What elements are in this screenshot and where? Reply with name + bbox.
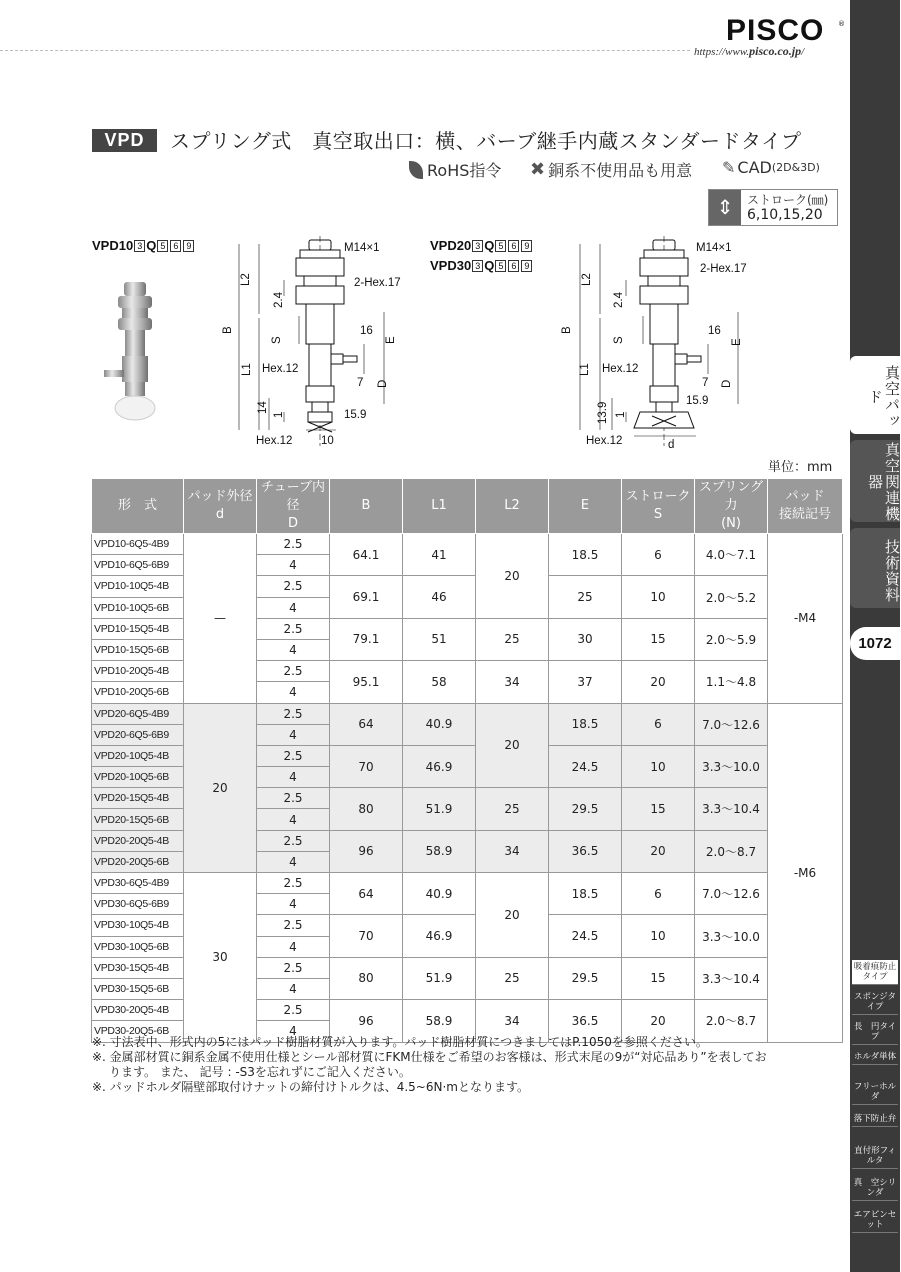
spring-cell: 3.3～10.4 — [695, 788, 768, 830]
dim-7: 7 — [357, 377, 364, 389]
model-cell: VPD30-6Q5-6B9 — [92, 894, 184, 915]
l2-cell: 20 — [476, 703, 549, 788]
stroke-cell: 15 — [622, 618, 695, 660]
stroke-label: ストローク(㎜) — [747, 193, 829, 207]
spring-cell: 3.3～10.4 — [695, 957, 768, 999]
e-cell: 18.5 — [549, 703, 622, 745]
mini-tab-filter[interactable]: 直付形フィルタ — [852, 1144, 898, 1169]
mini-tab-holder[interactable]: ホルダ単体 — [852, 1050, 898, 1065]
stroke-cell: 15 — [622, 957, 695, 999]
dim-hex17: 2-Hex.17 — [700, 263, 747, 275]
unit-label: 単位：mm — [768, 460, 833, 475]
leaf-icon — [409, 161, 423, 179]
dimension-drawing-vpd10 — [214, 236, 401, 452]
dimension-drawing-vpd20-30 — [556, 236, 747, 452]
tube-cell: 4 — [257, 936, 330, 957]
dim-d-pad: d — [668, 439, 675, 451]
mini-tab-anti-mark[interactable]: 吸着痕防止タイプ — [852, 960, 898, 985]
stroke-values: 6,10,15,20 — [747, 207, 823, 223]
e-cell: 24.5 — [549, 915, 622, 957]
model-cell: VPD30-20Q5-6B — [92, 1021, 184, 1042]
dim-s: S — [271, 336, 283, 344]
dim-e: E — [731, 338, 743, 346]
note-2-cont: ります。 また、 記号 : -S3を忘れずにご記入ください。 — [109, 1065, 411, 1079]
model-cell: VPD30-10Q5-6B — [92, 936, 184, 957]
tube-cell: 2.5 — [257, 957, 330, 978]
stroke-cell: 10 — [622, 745, 695, 787]
model-cell: VPD20-20Q5-4B — [92, 830, 184, 851]
tube-cell: 2.5 — [257, 703, 330, 724]
pad-dia-cell: 30 — [184, 873, 257, 1043]
l1-cell: 58.9 — [403, 830, 476, 872]
dim-l2: L2 — [581, 273, 593, 286]
dim-15-9: 15.9 — [344, 409, 367, 421]
dim-hex12-upper: Hex.12 — [262, 363, 299, 375]
e-cell: 30 — [549, 618, 622, 660]
note-3: ※. パッドホルダ隔壁部取付けナットの締付けトルクは、4.5~6N·mとなります。 — [92, 1080, 530, 1094]
l2-cell: 25 — [476, 788, 549, 830]
dim-m14: M14×1 — [344, 242, 380, 254]
spring-cell: 2.0～5.9 — [695, 618, 768, 660]
dim-1: 1 — [273, 411, 285, 418]
pad-dia-cell: 20 — [184, 703, 257, 873]
model-cell: VPD30-6Q5-4B9 — [92, 873, 184, 894]
stroke-cell: 20 — [622, 661, 695, 703]
dim-l2: L2 — [240, 273, 252, 286]
tube-cell: 4 — [257, 894, 330, 915]
model-cell: VPD10-10Q5-4B — [92, 576, 184, 597]
model-cell: VPD20-6Q5-4B9 — [92, 703, 184, 724]
tube-cell: 4 — [257, 851, 330, 872]
l1-cell: 51.9 — [403, 788, 476, 830]
mini-tab-oval[interactable]: 長 円タイプ — [852, 1020, 898, 1045]
model-cell: VPD20-10Q5-4B — [92, 745, 184, 766]
e-cell: 36.5 — [549, 830, 622, 872]
th-l2: L2 — [476, 479, 549, 534]
product-photo — [92, 270, 172, 430]
table-row — [92, 873, 843, 894]
page-title: スプリング式 真空取出口：横、バーブ継手内蔵スタンダードタイプ — [170, 129, 802, 153]
b-cell: 64 — [330, 873, 403, 915]
copper-free-mark: ✖ 銅系不使用品も用意 — [530, 159, 693, 180]
spec-table — [91, 478, 843, 1043]
model-code-vpd10: VPD10 3 Q 5 6 9 — [92, 238, 195, 253]
e-cell: 37 — [549, 661, 622, 703]
dim-10: 10 — [321, 435, 334, 447]
th-stroke: ストローク S — [622, 479, 695, 534]
l1-cell: 58 — [403, 661, 476, 703]
b-cell: 80 — [330, 788, 403, 830]
e-cell: 18.5 — [549, 873, 622, 915]
side-tab-vacuum-equipment[interactable]: 真空関連機器 — [850, 440, 900, 522]
model-cell: VPD10-15Q5-6B — [92, 639, 184, 660]
tube-cell: 2.5 — [257, 788, 330, 809]
e-cell: 18.5 — [549, 534, 622, 576]
brand-logo: PISCO — [726, 14, 825, 47]
tube-cell: 4 — [257, 724, 330, 745]
dim-7: 7 — [702, 377, 709, 389]
th-conn: パッド 接続記号 — [768, 479, 843, 534]
b-cell: 64.1 — [330, 534, 403, 576]
tube-cell: 2.5 — [257, 915, 330, 936]
th-l1: L1 — [403, 479, 476, 534]
dim-16: 16 — [360, 325, 373, 337]
note-2: ※. 金属部材質に銅系金属不使用仕様とシール部材質にFKM仕様をご希望のお客様は、形式末尾の9が“対応品あり”を表してお — [92, 1050, 767, 1064]
dim-l1: L1 — [579, 363, 591, 376]
tube-cell: 2.5 — [257, 830, 330, 851]
spring-cell: 2.0～8.7 — [695, 1000, 768, 1042]
model-cell: VPD10-20Q5-4B — [92, 661, 184, 682]
tube-cell: 2.5 — [257, 661, 330, 682]
model-cell: VPD30-15Q5-4B — [92, 957, 184, 978]
th-model: 形 式 — [92, 479, 184, 534]
th-spring: スプリング力 (N) — [695, 479, 768, 534]
stroke-info-box — [708, 189, 838, 226]
l1-cell: 51 — [403, 618, 476, 660]
l2-cell: 34 — [476, 830, 549, 872]
spring-cell: 1.1～4.8 — [695, 661, 768, 703]
model-cell: VPD10-10Q5-6B — [92, 597, 184, 618]
mini-tab-free-holder[interactable]: フリーホルダ — [852, 1080, 898, 1105]
dim-d-tube: D — [721, 379, 733, 388]
table-row — [92, 703, 843, 724]
tube-cell: 2.5 — [257, 576, 330, 597]
b-cell: 64 — [330, 703, 403, 745]
up-down-arrow-icon: ⇕ — [709, 190, 741, 225]
dim-hex17: 2-Hex.17 — [354, 277, 401, 289]
dim-b: B — [561, 326, 573, 334]
l1-cell: 58.9 — [403, 1000, 476, 1042]
x-mark-icon: ✖ — [530, 159, 546, 180]
model-cell: VPD20-15Q5-6B — [92, 809, 184, 830]
footnotes — [92, 1035, 844, 1095]
dim-hex12-upper: Hex.12 — [602, 363, 639, 375]
series-badge: VPD — [92, 129, 157, 152]
l1-cell: 41 — [403, 534, 476, 576]
spring-cell: 4.0～7.1 — [695, 534, 768, 576]
side-tab-vacuum-pad[interactable]: 真空パッド — [850, 356, 900, 434]
stroke-cell: 6 — [622, 873, 695, 915]
tube-cell: 4 — [257, 597, 330, 618]
mini-tab-vacuum-cylinder[interactable]: 真 空シリンダ — [852, 1176, 898, 1201]
dim-2-4: 2.4 — [273, 292, 285, 308]
b-cell: 96 — [330, 830, 403, 872]
dim-14: 14 — [257, 401, 269, 414]
side-tab-technical-data[interactable]: 技術資料 — [850, 528, 900, 608]
tube-cell: 2.5 — [257, 745, 330, 766]
tube-cell: 2.5 — [257, 618, 330, 639]
mini-tab-sponge[interactable]: スポンジタイプ — [852, 990, 898, 1015]
th-e: E — [549, 479, 622, 534]
th-pad-dia: パッド外径 d — [184, 479, 257, 534]
model-cell: VPD10-6Q5-4B9 — [92, 534, 184, 555]
l2-cell: 25 — [476, 957, 549, 999]
model-cell: VPD10-6Q5-6B9 — [92, 555, 184, 576]
model-cell: VPD20-6Q5-6B9 — [92, 724, 184, 745]
tube-cell: 4 — [257, 682, 330, 703]
spring-cell: 2.0～5.2 — [695, 576, 768, 618]
model-code-vpd30: VPD30 3 Q 5 6 9 — [430, 258, 533, 273]
b-cell: 79.1 — [330, 618, 403, 660]
header-divider — [0, 50, 690, 51]
e-cell: 24.5 — [549, 745, 622, 787]
dim-b: B — [222, 326, 234, 334]
stroke-cell: 15 — [622, 788, 695, 830]
registered-mark: ® — [838, 20, 845, 28]
e-cell: 25 — [549, 576, 622, 618]
b-cell: 69.1 — [330, 576, 403, 618]
dim-1: 1 — [615, 411, 627, 418]
spring-cell: 3.3～10.0 — [695, 915, 768, 957]
th-tube-dia: チューブ内径 D — [257, 479, 330, 534]
e-cell: 36.5 — [549, 1000, 622, 1042]
l1-cell: 51.9 — [403, 957, 476, 999]
tube-cell: 4 — [257, 639, 330, 660]
cad-mark[interactable]: ✎ CAD (2D&3D) — [722, 158, 820, 177]
stroke-cell: 6 — [622, 534, 695, 576]
table-header — [92, 479, 843, 534]
l2-cell: 25 — [476, 618, 549, 660]
tube-cell: 4 — [257, 978, 330, 999]
tube-cell: 2.5 — [257, 534, 330, 555]
model-cell: VPD10-15Q5-4B — [92, 618, 184, 639]
stroke-cell: 10 — [622, 915, 695, 957]
model-cell: VPD30-20Q5-4B — [92, 1000, 184, 1021]
pad-dia-cell: — — [184, 534, 257, 704]
dim-13-9: 13.9 — [597, 401, 609, 424]
mini-tab-air-tweezers[interactable]: エアピンセット — [852, 1208, 898, 1233]
website-url[interactable]: https://www.pisco.co.jp/ — [694, 44, 805, 58]
dim-d-tube: D — [377, 379, 389, 388]
l1-cell: 40.9 — [403, 873, 476, 915]
l2-cell: 34 — [476, 661, 549, 703]
model-cell: VPD30-15Q5-6B — [92, 978, 184, 999]
dim-hex12-lower: Hex.12 — [256, 435, 293, 447]
mini-tab-drop-prevention[interactable]: 落下防止弁 — [852, 1112, 898, 1127]
model-cell: VPD20-15Q5-4B — [92, 788, 184, 809]
note-1: ※. 寸法表中、形式内の5にはパッド樹脂材質が入ります。パッド樹脂材質につきましてはP.1050を参照ください。 — [92, 1035, 708, 1049]
l1-cell: 46 — [403, 576, 476, 618]
b-cell: 70 — [330, 745, 403, 787]
dim-l1: L1 — [241, 363, 253, 376]
tube-cell: 4 — [257, 767, 330, 788]
pencil-icon: ✎ — [722, 158, 736, 177]
stroke-cell: 20 — [622, 1000, 695, 1042]
l1-cell: 40.9 — [403, 703, 476, 745]
l1-cell: 46.9 — [403, 915, 476, 957]
tube-cell: 4 — [257, 555, 330, 576]
model-code-vpd20: VPD20 3 Q 5 6 9 — [430, 238, 533, 253]
model-cell: VPD10-20Q5-6B — [92, 682, 184, 703]
conn-cell: -M6 — [768, 703, 843, 1042]
spring-cell: 7.0～12.6 — [695, 703, 768, 745]
spring-cell: 3.3～10.0 — [695, 745, 768, 787]
stroke-cell: 10 — [622, 576, 695, 618]
model-cell: VPD20-10Q5-6B — [92, 767, 184, 788]
b-cell: 70 — [330, 915, 403, 957]
spring-cell: 2.0～8.7 — [695, 830, 768, 872]
dim-2-4: 2.4 — [613, 292, 625, 308]
tube-cell: 2.5 — [257, 1000, 330, 1021]
model-cell: VPD20-20Q5-6B — [92, 851, 184, 872]
conn-cell: -M4 — [768, 534, 843, 704]
dim-15-9: 15.9 — [686, 395, 709, 407]
dim-e: E — [385, 336, 397, 344]
l1-cell: 46.9 — [403, 745, 476, 787]
table-row — [92, 534, 843, 555]
page-number: 1072 — [850, 627, 900, 660]
dim-hex12-lower: Hex.12 — [586, 435, 623, 447]
stroke-cell: 20 — [622, 830, 695, 872]
stroke-cell: 6 — [622, 703, 695, 745]
dim-s: S — [613, 336, 625, 344]
th-b: B — [330, 479, 403, 534]
b-cell: 96 — [330, 1000, 403, 1042]
tube-cell: 4 — [257, 809, 330, 830]
rohs-mark: RoHS指令 — [409, 158, 501, 181]
dim-m14: M14×1 — [696, 242, 732, 254]
model-cell: VPD30-10Q5-4B — [92, 915, 184, 936]
e-cell: 29.5 — [549, 788, 622, 830]
l2-cell: 20 — [476, 873, 549, 958]
spring-cell: 7.0～12.6 — [695, 873, 768, 915]
b-cell: 80 — [330, 957, 403, 999]
tube-cell: 4 — [257, 1021, 330, 1042]
l2-cell: 34 — [476, 1000, 549, 1042]
l2-cell: 20 — [476, 534, 549, 619]
dim-16: 16 — [708, 325, 721, 337]
b-cell: 95.1 — [330, 661, 403, 703]
e-cell: 29.5 — [549, 957, 622, 999]
tube-cell: 2.5 — [257, 873, 330, 894]
